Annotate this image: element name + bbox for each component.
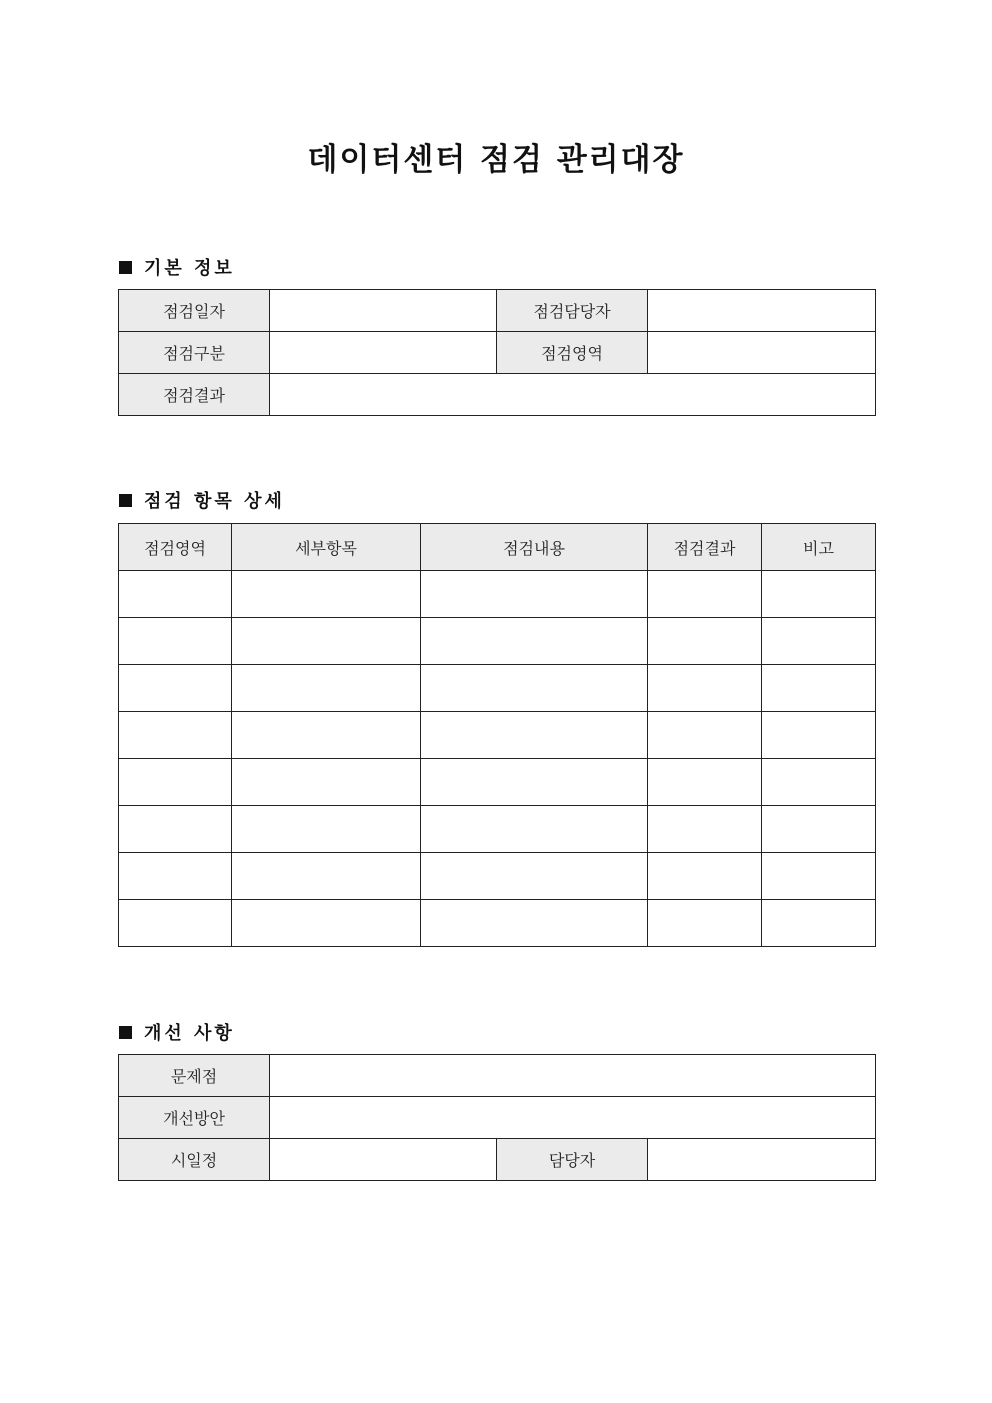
cell-subitem[interactable]	[232, 806, 421, 853]
cell-area[interactable]	[119, 900, 232, 947]
table-row	[119, 1097, 876, 1139]
table-row	[119, 332, 876, 374]
field-problem[interactable]	[270, 1055, 876, 1097]
label-inspection-area: 점검영역	[497, 332, 648, 374]
cell-note[interactable]	[762, 618, 876, 665]
cell-result[interactable]	[648, 806, 762, 853]
document-title: 데이터센터 점검 관리대장	[307, 142, 685, 178]
table-header-row	[119, 524, 876, 571]
section-heading-basic	[119, 254, 235, 280]
cell-subitem[interactable]	[232, 853, 421, 900]
column-header-content: 점검내용	[421, 524, 648, 571]
section-heading-text: 점검 항목 상세	[144, 491, 285, 512]
detail-table	[118, 523, 876, 947]
cell-note[interactable]	[762, 900, 876, 947]
label-inspection-type: 점검구분	[119, 332, 270, 374]
cell-result[interactable]	[648, 759, 762, 806]
square-bullet-icon	[119, 494, 132, 507]
label-inspection-manager: 점검담당자	[497, 290, 648, 332]
cell-subitem[interactable]	[232, 571, 421, 618]
square-bullet-icon	[119, 1026, 132, 1039]
table-row	[119, 853, 876, 900]
table-row	[119, 374, 876, 416]
table-row	[119, 712, 876, 759]
field-improvement-plan[interactable]	[270, 1097, 876, 1139]
table-row	[119, 900, 876, 947]
cell-result[interactable]	[648, 712, 762, 759]
cell-subitem[interactable]	[232, 618, 421, 665]
cell-result[interactable]	[648, 665, 762, 712]
cell-area[interactable]	[119, 618, 232, 665]
cell-result[interactable]	[648, 571, 762, 618]
cell-result[interactable]	[648, 900, 762, 947]
column-header-note: 비고	[762, 524, 876, 571]
table-row	[119, 1055, 876, 1097]
cell-area[interactable]	[119, 712, 232, 759]
field-inspection-area[interactable]	[648, 332, 876, 374]
cell-note[interactable]	[762, 665, 876, 712]
cell-note[interactable]	[762, 571, 876, 618]
label-improvement-plan: 개선방안	[119, 1097, 270, 1139]
cell-area[interactable]	[119, 571, 232, 618]
cell-result[interactable]	[648, 853, 762, 900]
cell-content[interactable]	[421, 665, 648, 712]
column-header-result: 점검결과	[648, 524, 762, 571]
table-row	[119, 290, 876, 332]
table-row	[119, 759, 876, 806]
cell-note[interactable]	[762, 712, 876, 759]
table-row	[119, 806, 876, 853]
field-owner[interactable]	[648, 1139, 876, 1181]
label-inspection-date: 점검일자	[119, 290, 270, 332]
cell-content[interactable]	[421, 900, 648, 947]
cell-subitem[interactable]	[232, 900, 421, 947]
table-row	[119, 665, 876, 712]
section-heading-detail	[119, 487, 285, 513]
label-schedule: 시일정	[119, 1139, 270, 1181]
section-heading-text: 개선 사항	[144, 1023, 235, 1044]
section-heading-improvement	[119, 1019, 235, 1045]
cell-area[interactable]	[119, 806, 232, 853]
table-row	[119, 618, 876, 665]
cell-area[interactable]	[119, 853, 232, 900]
cell-content[interactable]	[421, 571, 648, 618]
cell-content[interactable]	[421, 759, 648, 806]
cell-content[interactable]	[421, 618, 648, 665]
cell-note[interactable]	[762, 806, 876, 853]
field-inspection-manager[interactable]	[648, 290, 876, 332]
cell-content[interactable]	[421, 806, 648, 853]
cell-note[interactable]	[762, 759, 876, 806]
field-inspection-type[interactable]	[270, 332, 497, 374]
label-problem: 문제점	[119, 1055, 270, 1097]
column-header-area: 점검영역	[119, 524, 232, 571]
label-inspection-result: 점검결과	[119, 374, 270, 416]
label-owner: 담당자	[497, 1139, 648, 1181]
field-inspection-result[interactable]	[270, 374, 876, 416]
field-schedule[interactable]	[270, 1139, 497, 1181]
cell-area[interactable]	[119, 759, 232, 806]
section-heading-text: 기본 정보	[144, 258, 235, 279]
cell-result[interactable]	[648, 618, 762, 665]
cell-subitem[interactable]	[232, 712, 421, 759]
improvement-table	[118, 1054, 876, 1181]
basic-info-table	[118, 289, 876, 416]
square-bullet-icon	[119, 261, 132, 274]
table-row	[119, 1139, 876, 1181]
cell-note[interactable]	[762, 853, 876, 900]
table-row	[119, 571, 876, 618]
field-inspection-date[interactable]	[270, 290, 497, 332]
cell-content[interactable]	[421, 853, 648, 900]
cell-subitem[interactable]	[232, 665, 421, 712]
column-header-subitem: 세부항목	[232, 524, 421, 571]
cell-subitem[interactable]	[232, 759, 421, 806]
cell-area[interactable]	[119, 665, 232, 712]
cell-content[interactable]	[421, 712, 648, 759]
